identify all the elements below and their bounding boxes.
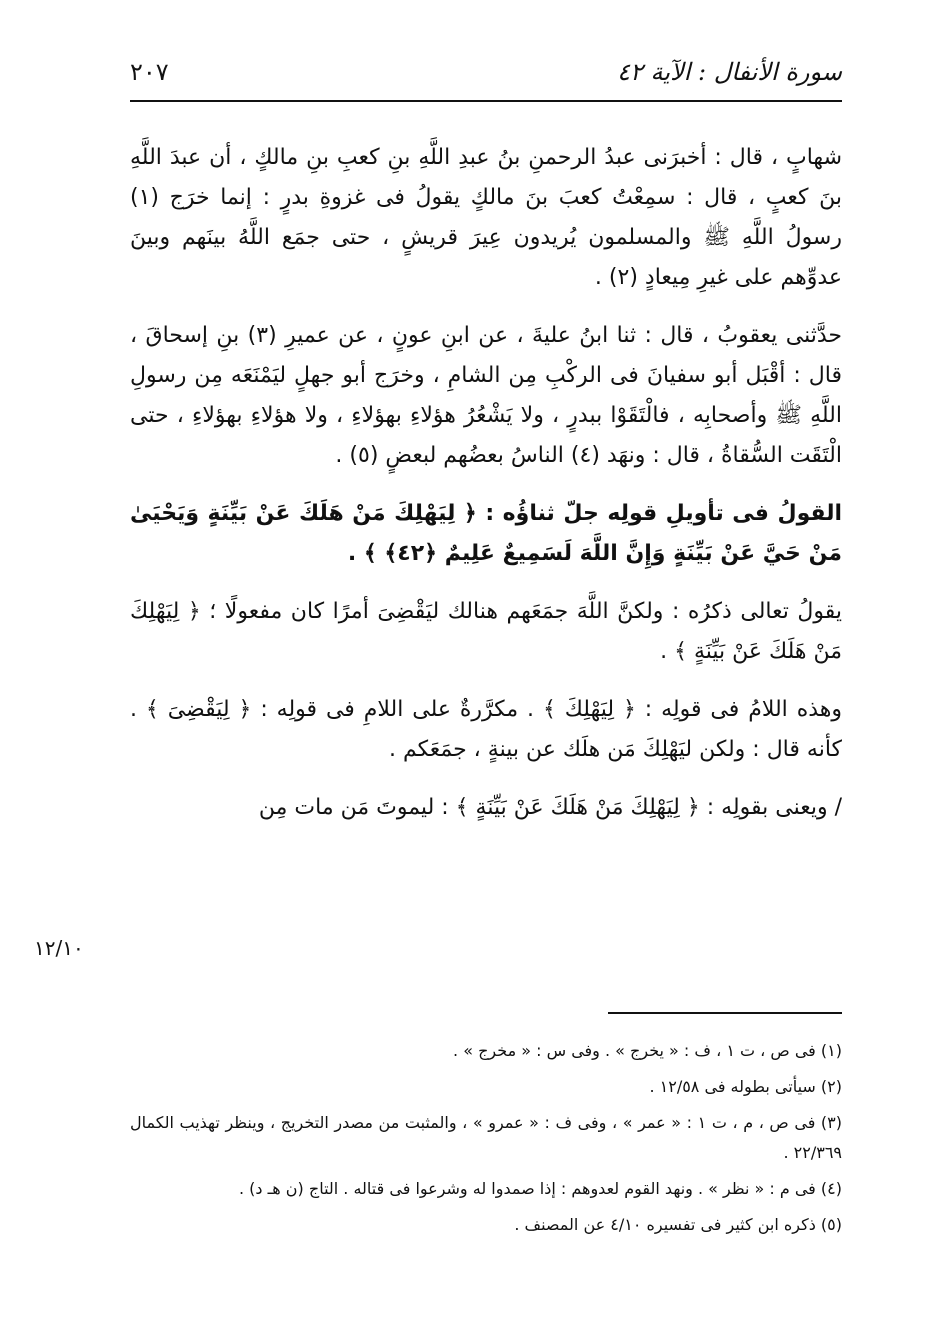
- paragraph-commentary-2: وهذه اللامُ فى قولِه : ﴿ لِيَهْلِكَ ﴾ . مكرَّرةٌ على اللامِ فى قولِه : ﴿ لِيَقْضِىَ ﴾ . كأنه قال : ولكن ليَهْلِكَ مَن هلَك عن بينةٍ ، جمَعَكم .: [130, 697, 842, 762]
- paragraph-commentary-3: / ويعنى بقولِه : ﴿ لِيَهْلِكَ مَنْ هَلَكَ عَنْ بَيِّنَةٍ ﴾ : ليموتَ مَن مات مِن: [258, 795, 842, 820]
- footnote-rule: [608, 1012, 842, 1014]
- footnote-1: (١) فى ص ، ت ١ ، ف : « يخرج » . وفى س : « مخرج » .: [453, 1041, 842, 1060]
- paragraph-verse-heading: القولُ فى تأويلِ قولِه جلّ ثناؤُه : ﴿ لِيَهْلِكَ مَنْ هَلَكَ عَنْ بَيِّنَةٍ وَيَحْيَىٰ مَنْ حَيَّ عَنْ بَيِّنَةٍ وَإِنَّ اللَّهَ لَسَمِيعٌ عَلِيمٌ ﴿٤٢﴾ ﴾ .: [130, 501, 842, 566]
- footnote-3: (٣) فى ص ، م ، ت ١ : « عمر » ، وفى ف : « عمرو » ، والمثبت من مصدر التخريج ، وينظر تهذيب الكمال ٢٢/٣٦٩ .: [130, 1113, 843, 1162]
- footnote-2: (٢) سيأتى بطوله فى ١٢/٥٨ .: [649, 1077, 842, 1096]
- paragraph-hadith-kaab: شهابٍ ، قال : أخبرَنى عبدُ الرحمنِ بنُ عبدِ اللَّهِ بنِ كعبِ بنِ مالكٍ ، أن عبدَ اللَّهِ بنَ كعبٍ ، قال : سمِعْتُ كعبَ بنَ مالكٍ يقولُ فى غزوةِ بدرٍ : إنما خرَج (١) رسولُ اللَّهِ ﷺ والمسلمون يُريدون عِيرَ قريشٍ ، حتى جمَع اللَّهُ بينَهم وبينَ عدوِّهم على غيرِ مِيعادٍ (٢) .: [130, 145, 842, 290]
- footnotes: [130, 1036, 842, 1246]
- footnote-4: (٤) فى م : « نظر » . ونهد القوم لعدوهم : إذا صمدوا له وشرعوا فى قتاله . التاج (ن هـ د) .: [238, 1179, 842, 1198]
- margin-reference: ١٢/١٠: [34, 936, 84, 960]
- paragraph-hadith-yaqub: حدَّثنى يعقوبُ ، قال : ثنا ابنُ عليةَ ، عن ابنِ عونٍ ، عن عميرِ (٣) بنِ إسحاقَ ، قال : أقْبَل أبو سفيانَ فى الركْبِ مِن الشامِ ، وخرَج أبو جهلٍ ليَمْنَعَه مِن رسولِ اللَّهِ ﷺ وأصحابِه ، فالْتَقَوْا ببدرٍ ، ولا يَشْعُرُ هؤلاءِ بهؤلاءِ ، ولا هؤلاءِ بهؤلاءِ ، حتى الْتَقَت السُّقاةُ ، قال : ونهَد (٤) الناسُ بعضُهم لبعضٍ (٥) .: [130, 323, 842, 468]
- page-number: ٢٠٧: [130, 58, 169, 86]
- footnote-5: (٥) ذكره ابن كثير فى تفسيره ٤/١٠ عن المصنف .: [514, 1215, 842, 1234]
- main-text: [130, 138, 842, 828]
- paragraph-commentary-1: يقولُ تعالى ذكرُه : ولكنَّ اللَّهَ جمَعَهم هنالك ليَقْضِىَ أمرًا كان مفعولًا ؛ ﴿ لِيَهْلِكَ مَنْ هَلَكَ عَنْ بَيِّنَةٍ ﴾ .: [130, 599, 842, 664]
- header-rule: [130, 100, 842, 102]
- page-header: [130, 52, 842, 96]
- running-title: سورة الأنفال : الآية ٤٢: [617, 58, 842, 86]
